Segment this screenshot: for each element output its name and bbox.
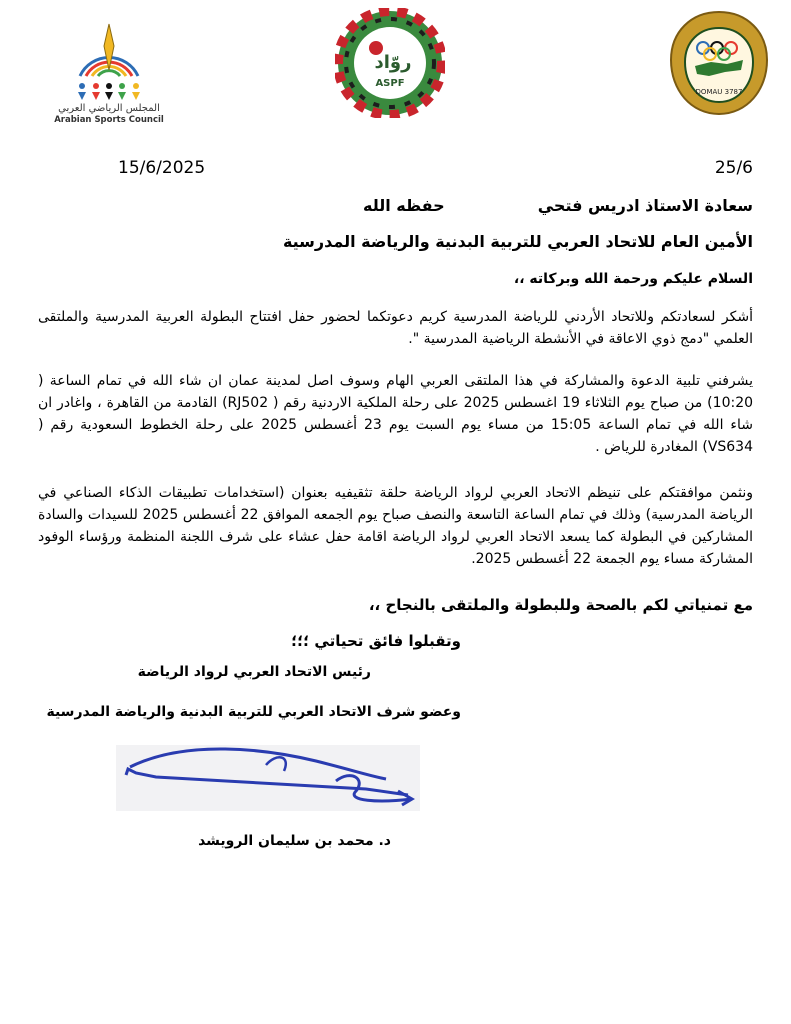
addressee-name: سعادة الاستاذ ادريس فتحي [537,196,753,215]
asc-name-en: Arabian Sports Council [54,115,164,124]
paragraph-workshop: ونثمن موافقتكم على تنيظم الاتحاد العربي لرواد الرياضة حلقة تثقيفيه بعنوان (استخدامات تطبيقات الذكاء الصناعي في الرياضة المدرسية) وذلك في تمام الساعة التاسعة والنصف صباح يوم الجمعه الموافق 22 أغسطس 2025 للسيدات والسادة المشاركين في البطولة كما يسعد الاتحاد العربي لرواد الرياضة اقامة حفل عشاء على شرف اللجنة المنظمة ورؤساء الوفود المشاركة مساء يوم الجمعة 22 أغسطس 2025. [38,485,753,567]
aspf-abbr: ASPF [375,78,405,89]
aspf-name-ar: روّاد [374,52,412,73]
paragraph-invitation: أشكر لسعادتكم وللاتحاد الأردني للرياضة المدرسية كريم دعوتكما لحضور حفل افتتاح البطولة العربية المدرسية والملتقى العلمي "دمج ذوي الاعاقة في الأنشطة الرياضية المدرسية ". [38,309,753,347]
addressee-blessing: حفظه الله [363,196,445,215]
arabian-sports-council-logo [50,6,168,124]
athletes-icon [78,83,140,100]
addressee-position: الأمين العام للاتحاد العربي للتربية البدنية والرياضة المدرسية [282,232,753,251]
greeting: السلام عليكم ورحمة الله وبركاته ،، [513,271,753,287]
reference-number: 25/6 [714,158,753,178]
asc-name-ar: المجلس الرياضي العربي [58,103,160,114]
signatory-title-1: رئيس الاتحاد العربي لرواد الرياضة [137,664,371,680]
signatory-name: د. محمد بن سليمان الرويشد [198,833,391,849]
addressee-line [33,196,753,215]
union-emblem-text: DOMAU 3787 [695,88,743,96]
aspf-logo [335,8,445,118]
closing-wishes: مع تمنياتي لكم بالصحة وللبطولة والملتقى بالنجاح ،، [368,596,753,614]
closing-thanks: وتقبلوا فائق تحياتي ؛؛؛ [291,632,461,650]
handwritten-signature [116,745,420,811]
paragraph-travel: يشرفني تلبية الدعوة والمشاركة في هذا الملتقى العربي الهام وسوف اصل لمدينة عمان ان شاء الله في تمام الساعة ( 10:20) من صباح يوم الثلاثاء 19 اغسطس 2025 على رحلة الملكية الاردنية رقم ( RJ502) القادمة من القاهرة ، واغادر ان شاء الله في تمام الساعة 15:05 من مساء يوم السبت يوم 23 أغسطس 2025 على رحلة الخطوط السعودية رقم ( VS634) المغادرة للرياض . [38,373,754,455]
letter-date: 15/6/2025 [118,158,206,178]
signatory-title-2: وعضو شرف الاتحاد العربي للتربية البدنية والرياضة المدرسية [46,704,461,720]
union-emblem-logo [665,8,773,118]
